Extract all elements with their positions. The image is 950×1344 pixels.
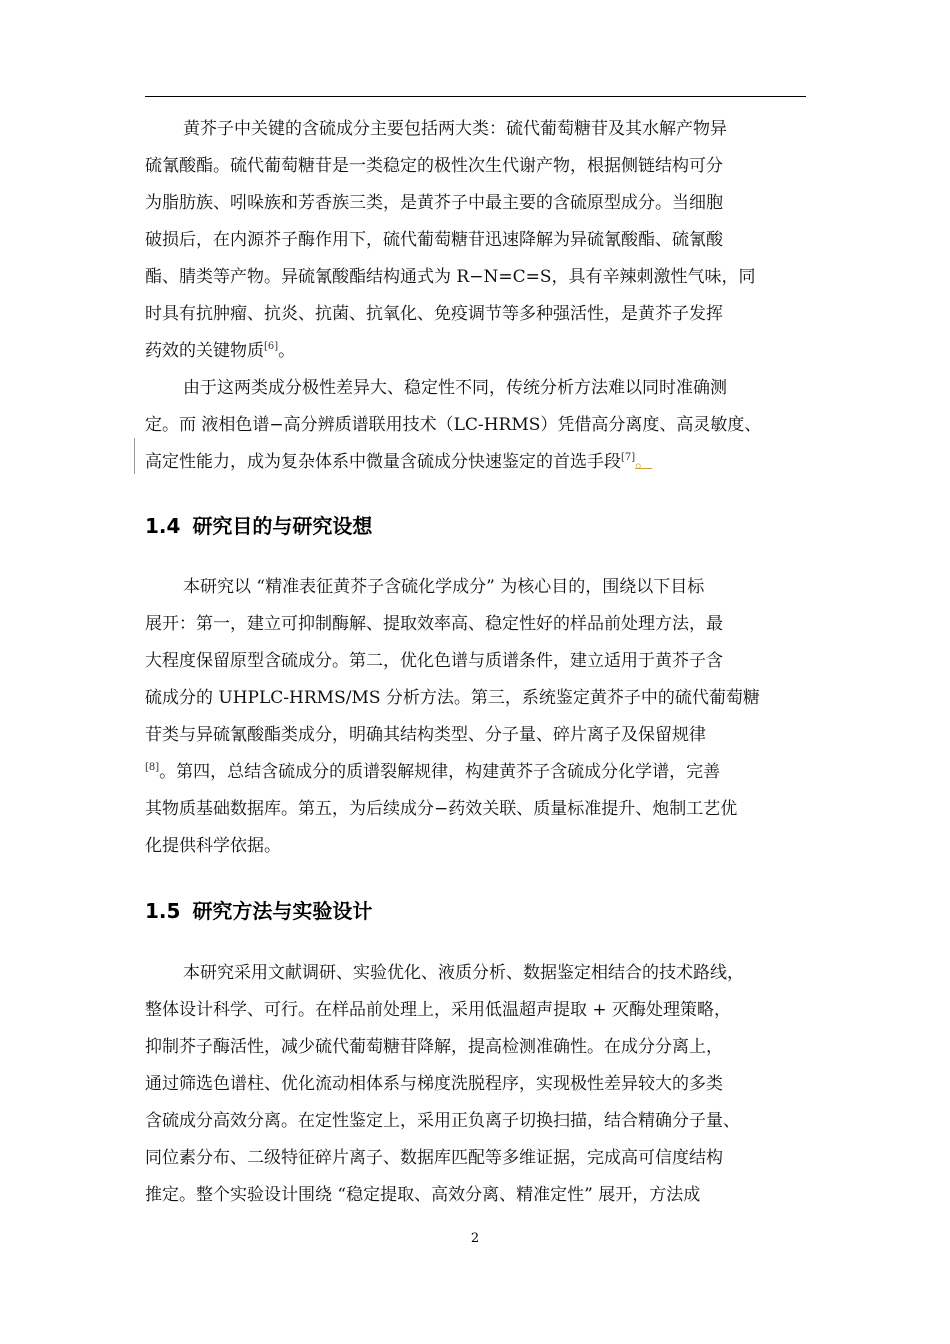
text-line: 展开：第一，建立可抑制酶解、提取效率高、稳定性好的样品前处理方法，最: [145, 614, 723, 634]
text-line: 同位素分布、二级特征碎片离子、数据库匹配等多维证据，完成高可信度结构: [145, 1148, 723, 1168]
heading-title: 研究目的与研究设想: [192, 514, 373, 538]
citation-ref[interactable]: [7]: [621, 452, 636, 463]
citation-ref[interactable]: [6]: [264, 341, 279, 352]
text-line: [145, 333, 806, 370]
text-line: 本研究采用文献调研、实验优化、液质分析、数据鉴定相结合的技术路线，: [183, 963, 744, 983]
text-line: 黄芥子中关键的含硫成分主要包括两大类：硫代葡萄糖苷及其水解产物异: [183, 119, 727, 139]
text-line: 苷类与异硫氰酸酯类成分，明确其结构类型、分子量、碎片离子及保留规律: [145, 725, 706, 745]
text-line: 时具有抗肿瘤、抗炎、抗菌、抗氧化、免疫调节等多种强活性，是黄芥子发挥: [145, 304, 723, 324]
text-line: 为脂肪族、吲哚族和芳香族三类，是黄芥子中最主要的含硫原型成分。当细胞: [145, 193, 723, 213]
text-line: [145, 444, 806, 481]
paragraph-2: [145, 370, 806, 481]
text-line: 本研究以 “精准表征黄芥子含硫化学成分” 为核心目的，围绕以下目标: [183, 577, 705, 597]
tracked-change-insertion: 。: [635, 452, 653, 472]
section-heading-1-4: [145, 512, 372, 540]
revision-change-bar: [134, 438, 135, 474]
text-fragment: 。第四，总结含硫成分的质谱裂解规律，构建黄芥子含硫成分化学谱，完善: [159, 762, 721, 782]
text-fragment: 高定性能力，成为复杂体系中微量含硫成分快速鉴定的首选手段: [145, 452, 621, 472]
text-line: 破损后，在内源芥子酶作用下，硫代葡萄糖苷迅速降解为异硫氰酸酯、硫氰酸: [145, 230, 723, 250]
text-line: 含硫成分高效分离。在定性鉴定上，采用正负离子切换扫描，结合精确分子量、: [145, 1111, 740, 1131]
paragraph-1: [145, 111, 806, 370]
text-line: 抑制芥子酶活性，减少硫代葡萄糖苷降解，提高检测准确性。在成分分离上，: [145, 1037, 723, 1057]
text-line: 硫氰酸酯。硫代葡萄糖苷是一类稳定的极性次生代谢产物，根据侧链结构可分: [145, 156, 723, 176]
paragraph-3: [145, 569, 806, 865]
header-rule: [145, 96, 806, 97]
text-line: 其物质基础数据库。第五，为后续成分−药效关联、质量标准提升、炮制工艺优: [145, 799, 738, 819]
text-line: 酯、腈类等产物。异硫氰酸酯结构通式为 R−N=C=S，具有辛辣刺激性气味，同: [145, 267, 756, 287]
text-line: 通过筛选色谱柱、优化流动相体系与梯度洗脱程序，实现极性差异较大的多类: [145, 1074, 723, 1094]
paragraph-4: [145, 955, 806, 1214]
citation-ref[interactable]: [8]: [145, 762, 160, 773]
text-line: 由于这两类成分极性差异大、稳定性不同，传统分析方法难以同时准确测: [183, 378, 727, 398]
text-line: [145, 754, 806, 791]
text-line: 大程度保留原型含硫成分。第二，优化色谱与质谱条件，建立适用于黄芥子含: [145, 651, 723, 671]
text-line: 硫成分的 UHPLC-HRMS/MS 分析方法。第三，系统鉴定黄芥子中的硫代葡萄糖: [145, 688, 760, 708]
heading-title: 研究方法与实验设计: [192, 899, 373, 923]
heading-number: 1.4: [145, 514, 181, 538]
text-line: 化提供科学依据。: [145, 836, 281, 856]
text-line: 推定。整个实验设计围绕 “稳定提取、高效分离、精准定性” 展开，方法成: [145, 1185, 701, 1205]
section-heading-1-5: [145, 897, 372, 925]
text-line: 整体设计科学、可行。在样品前处理上，采用低温超声提取 + 灭酶处理策略，: [145, 1000, 732, 1020]
page-number: 2: [470, 1231, 480, 1246]
text-fragment: 。: [278, 341, 296, 361]
text-fragment: 药效的关键物质: [145, 341, 264, 361]
heading-number: 1.5: [145, 899, 181, 923]
text-line: 定。而 液相色谱−高分辨质谱联用技术（LC-HRMS）凭借高分离度、高灵敏度、: [145, 415, 762, 435]
